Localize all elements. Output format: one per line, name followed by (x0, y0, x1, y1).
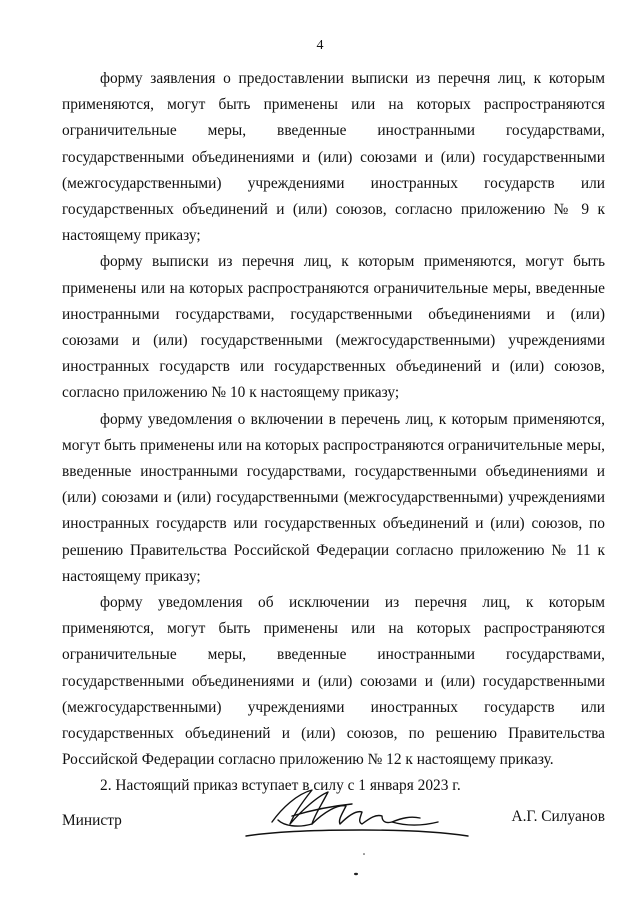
paragraph-form-application: форму заявления о предоставлении выписки из перечня лиц, к которым применяются, могут быть применены или на которых распространяются ограничительные меры, введенные иностранными государствами, государственными объединениями и (или) союзами и (или) государственными (межгосударственными) учреждениями иностранных государств или государственных объединений и (или) союзов, согласно приложению № 9 к настоящему приказу; (62, 70, 605, 245)
paragraph-form-extract: форму выписки из перечня лиц, к которым применяются, могут быть применены или на которых распространяются ограничительные меры, введенные иностранными государствами, государственными объединениями и (или) союзами и (или) государственными (межгосударственными) учреждениями иностранных государств или государственных объединений и (или) союзов, согласно приложению № 10 к настоящему приказу; (62, 253, 605, 402)
paragraph-form-inclusion-notice: форму уведомления о включении в перечень лиц, к которым применяются, могут быть применены или на которых распространяются ограничительные меры, введенные иностранными государствами, государственными объединениями и (или) союзами и (или) государственными (межгосударственными) учреждениями иностранных государств или государственных объединений и (или) союзов, по решению Правительства Российской Федерации согласно приложению № 11 к настоящему приказу; (62, 410, 605, 585)
signature-block (62, 808, 605, 842)
paragraph-form-exclusion-notice: форму уведомления об исключении из перечня лиц, к которым применяются, могут быть применены или на которых распространяются ограничительные меры, введенные иностранными государствами, государственными объединениями и (или) союзами и (или) государственными (межгосударственными) учреждениями иностранных государств или государственных объединений и (или) союзов, по решению Правительства Российской Федерации согласно приложению № 12 к настоящему приказу. (62, 594, 605, 769)
signatory-title: Министр (62, 812, 122, 829)
page-number: 4 (316, 38, 324, 53)
signatory-name: А.Г. Силуанов (511, 808, 605, 825)
paragraph-effective-date: 2. Настоящий приказ вступает в силу с 1 января 2023 г. (100, 777, 461, 795)
scan-speck-marks (340, 850, 370, 880)
document-body (62, 66, 605, 800)
